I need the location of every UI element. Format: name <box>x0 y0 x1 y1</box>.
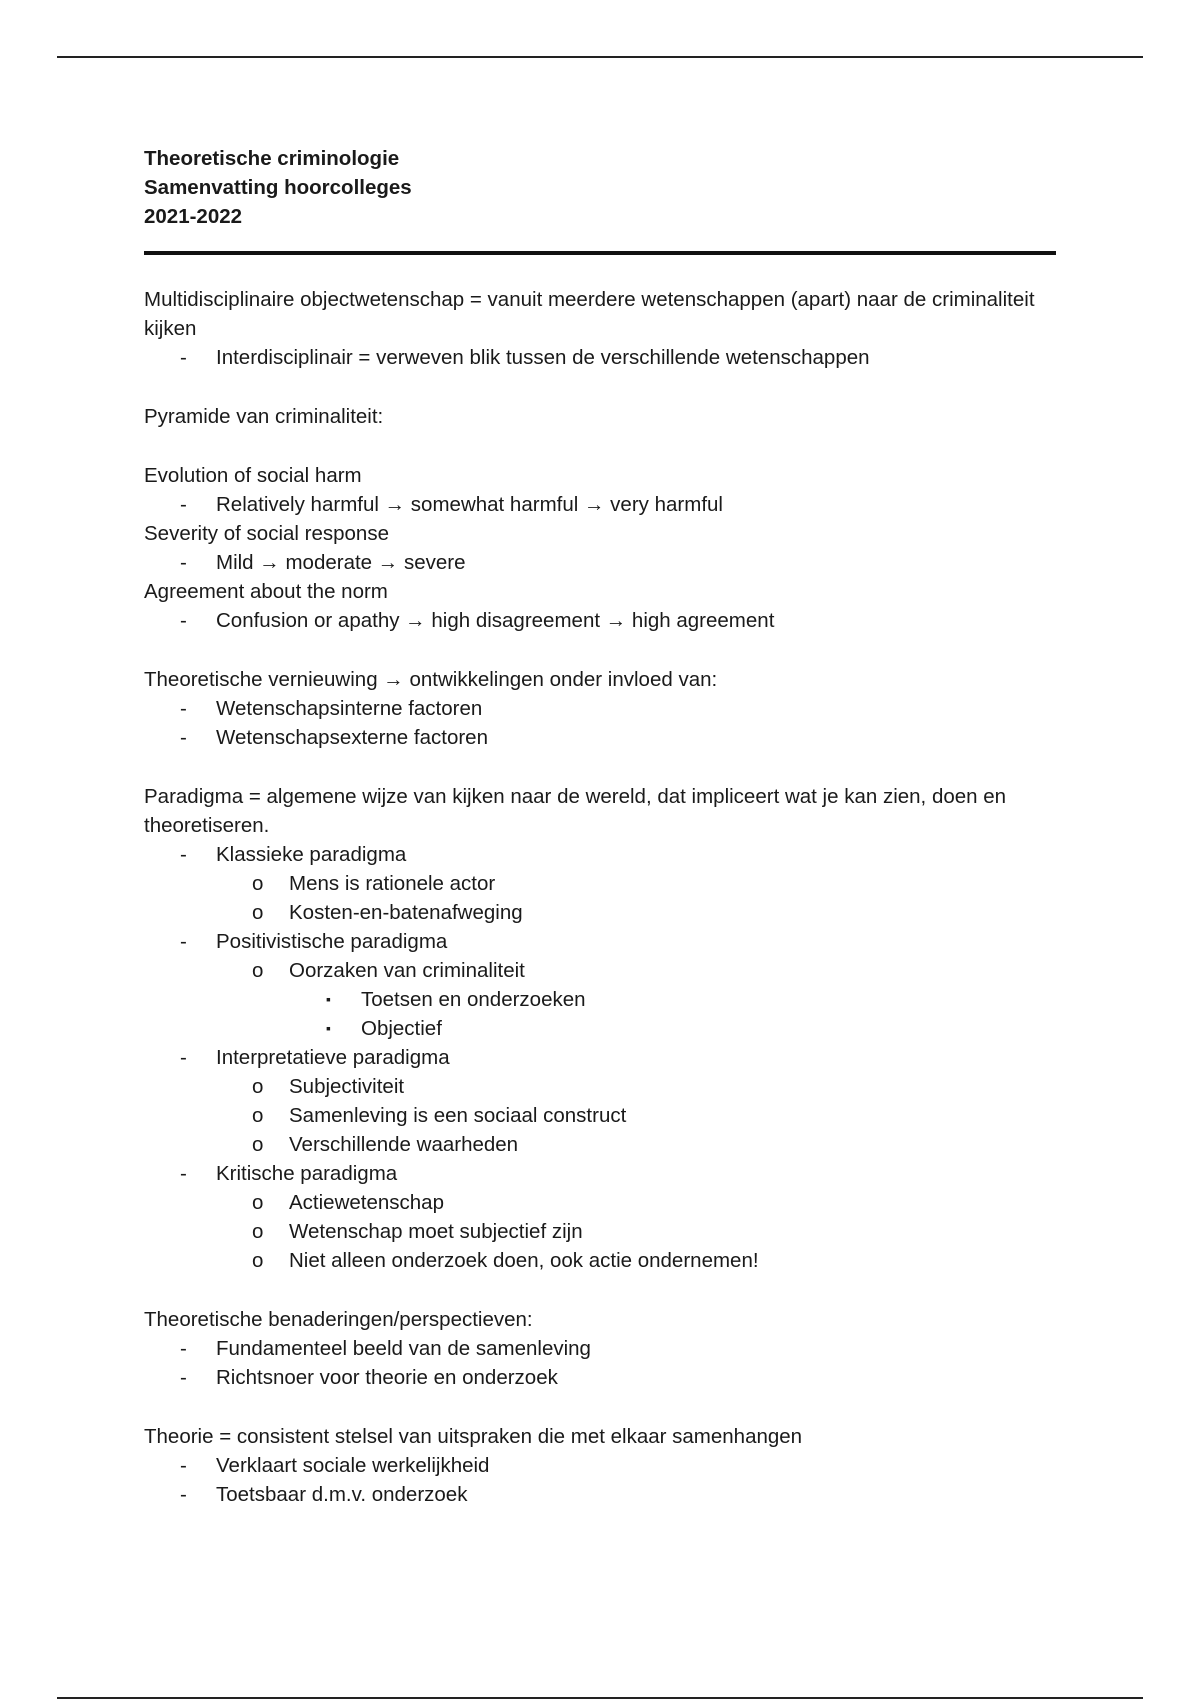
list-item: - Klassieke paradigma <box>144 840 1064 869</box>
paradigm-list <box>144 840 1064 1275</box>
paragraph-vernieuwing: Theoretische vernieuwing → ontwikkelingen onder invloed van: <box>144 668 718 691</box>
dash-bullet: - <box>180 1366 187 1389</box>
circle-bullet: o <box>252 1220 264 1243</box>
dash-bullet: - <box>180 726 187 749</box>
paragraph-social-response: Severity of social response <box>144 522 389 545</box>
square-bullet: ▪ <box>326 991 331 1007</box>
dash-bullet: - <box>180 697 187 720</box>
dash-bullet: - <box>180 551 187 574</box>
list-item: - Fundamenteel beeld van de samenleving <box>144 1334 1064 1363</box>
list-item: - Interpretatieve paradigma <box>144 1043 1064 1072</box>
circle-bullet: o <box>252 1249 264 1272</box>
list-item: o Actiewetenschap <box>144 1188 1064 1217</box>
paragraph-theorie: Theorie = consistent stelsel van uitspraken die met elkaar samenhangen <box>144 1425 803 1448</box>
circle-bullet: o <box>252 1133 264 1156</box>
paragraph-paradigma: Paradigma = algemene wijze van kijken naar de wereld, dat impliceert wat je kan zien, doen en theoretiseren. <box>144 785 1007 837</box>
list-item: - Toetsbaar d.m.v. onderzoek <box>144 1480 1064 1509</box>
list-item: - Mild → moderate → severe <box>144 548 1064 577</box>
page-top-rule <box>57 56 1143 58</box>
list-item: o Samenleving is een sociaal construct <box>144 1101 1064 1130</box>
list-item: o Niet alleen onderzoek doen, ook actie ondernemen! <box>144 1246 1064 1275</box>
paragraph-norm-agreement: Agreement about the norm <box>144 580 388 603</box>
list-item: ▪ Toetsen en onderzoeken <box>144 985 1064 1014</box>
list-item: o Subjectiviteit <box>144 1072 1064 1101</box>
dash-bullet: - <box>180 843 187 866</box>
dash-bullet: - <box>180 1454 187 1477</box>
list-item: o Verschillende waarheden <box>144 1130 1064 1159</box>
paragraph-pyramide: Pyramide van criminaliteit: <box>144 405 384 428</box>
list-item: - Verklaart sociale werkelijkheid <box>144 1451 1064 1480</box>
list-item: - Confusion or apathy → high disagreement → high agreement <box>144 606 1064 635</box>
list-item: - Interdisciplinair = verweven blik tussen de verschillende wetenschappen <box>144 343 1064 372</box>
circle-bullet: o <box>252 1075 264 1098</box>
document-subtitle: Samenvatting hoorcolleges <box>144 176 412 199</box>
list-item: ▪ Objectief <box>144 1014 1064 1043</box>
paragraph-multidisciplinair: Multidisciplinaire objectwetenschap = vanuit meerdere wetenschappen (apart) naar de criminaliteit kijken <box>144 288 1035 340</box>
title-divider <box>144 251 1056 255</box>
dash-bullet: - <box>180 1046 187 1069</box>
list-item: - Relatively harmful → somewhat harmful → very harmful <box>144 490 1064 519</box>
page-bottom-rule <box>57 1697 1143 1699</box>
paragraph-benaderingen: Theoretische benaderingen/perspectieven: <box>144 1308 533 1331</box>
list-item: - Wetenschapsexterne factoren <box>144 723 1064 752</box>
dash-bullet: - <box>180 1483 187 1506</box>
list-multidisciplinair <box>144 343 1064 372</box>
circle-bullet: o <box>252 901 264 924</box>
list-item: o Mens is rationele actor <box>144 869 1064 898</box>
dash-bullet: - <box>180 346 187 369</box>
list-item: o Wetenschap moet subjectief zijn <box>144 1217 1064 1246</box>
title-block <box>144 144 1064 231</box>
dash-bullet: - <box>180 1162 187 1185</box>
list-item: - Wetenschapsinterne factoren <box>144 694 1064 723</box>
list-item: - Richtsnoer voor theorie en onderzoek <box>144 1363 1064 1392</box>
list-item: - Kritische paradigma <box>144 1159 1064 1188</box>
circle-bullet: o <box>252 1191 264 1214</box>
dash-bullet: - <box>180 609 187 632</box>
paragraph-social-harm: Evolution of social harm <box>144 464 362 487</box>
square-bullet: ▪ <box>326 1020 331 1036</box>
list-item: o Kosten-en-batenafweging <box>144 898 1064 927</box>
document-body <box>144 144 1064 1509</box>
list-item: o Oorzaken van criminaliteit <box>144 956 1064 985</box>
dash-bullet: - <box>180 930 187 953</box>
academic-year: 2021-2022 <box>144 205 243 228</box>
circle-bullet: o <box>252 1104 264 1127</box>
dash-bullet: - <box>180 493 187 516</box>
dash-bullet: - <box>180 1337 187 1360</box>
list-item: - Positivistische paradigma <box>144 927 1064 956</box>
document-title: Theoretische criminologie <box>144 147 400 170</box>
circle-bullet: o <box>252 959 264 982</box>
circle-bullet: o <box>252 872 264 895</box>
